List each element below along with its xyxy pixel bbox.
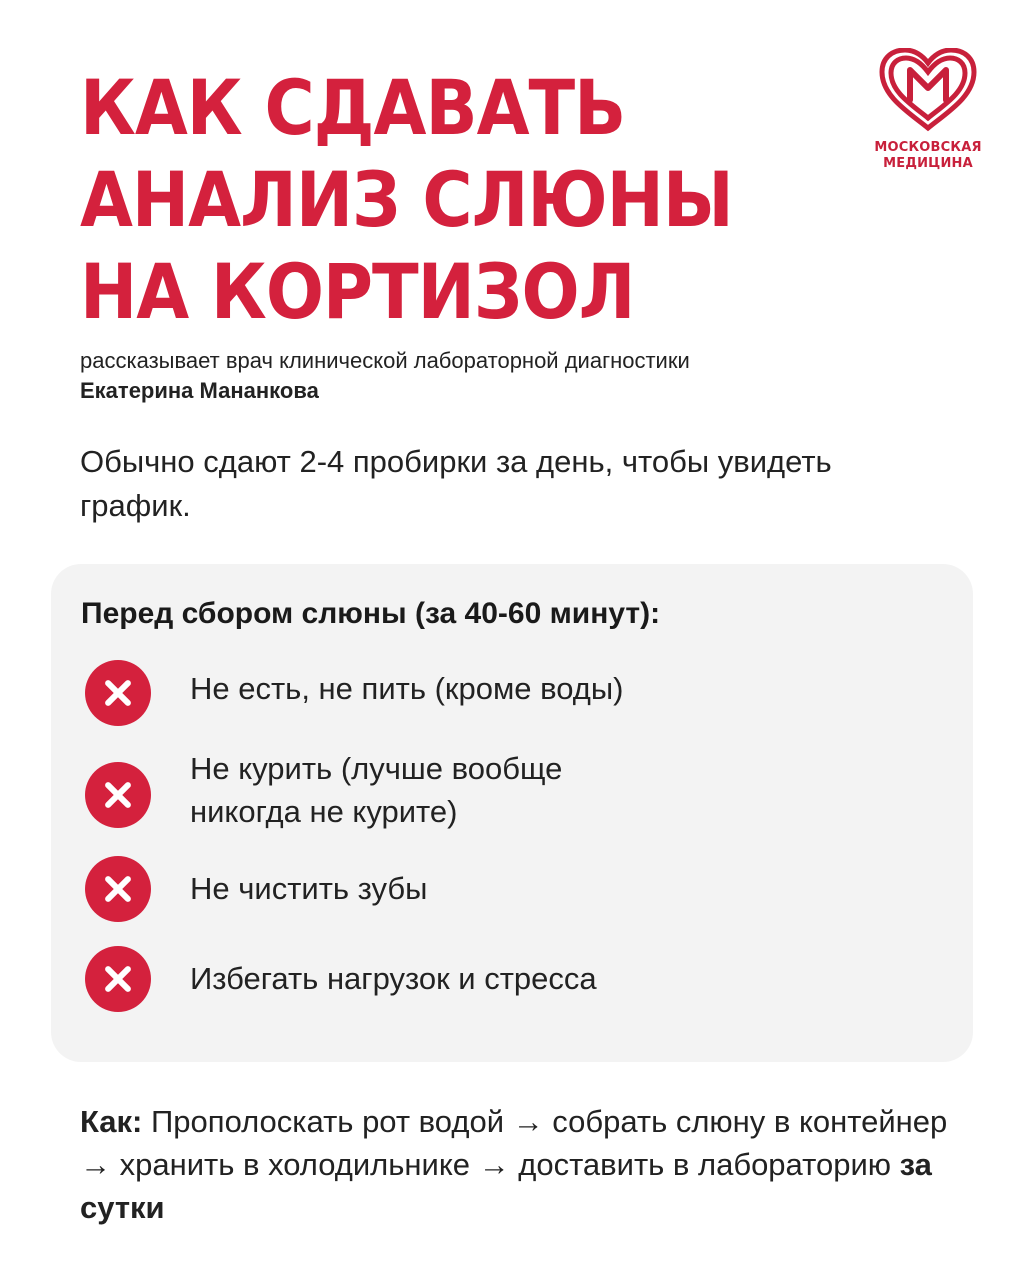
logo-text-line: МОСКОВСКАЯ (874, 140, 982, 155)
author-name: Екатерина Мананкова (80, 378, 319, 403)
logo-text-line: МЕДИЦИНА (883, 156, 973, 171)
list-item (85, 660, 945, 726)
how-to-deadline: за сутки (80, 1147, 932, 1225)
cross-circle-icon (85, 856, 151, 922)
byline (80, 346, 780, 406)
card-title: Перед сбором слюны (за 40-60 минут): (81, 597, 661, 630)
title-line: АНАЛИЗ СЛЮНЫ (80, 155, 733, 244)
how-to-steps: Прополоскать рот водой → собрать слюну в контейнер → хранить в холодильнике → доставить в лабораторию (80, 1104, 948, 1182)
cross-circle-icon (85, 762, 151, 828)
byline-prefix: рассказывает врач клинической лабораторной диагностики (80, 348, 690, 373)
page-title (80, 62, 800, 338)
list-item (85, 748, 945, 834)
list-item-text: Не есть, не пить (кроме воды) (190, 671, 624, 706)
list-item-text: Не чистить зубы (190, 871, 428, 906)
list-item (85, 946, 945, 1012)
list-item-text: Не курить (лучше вообще никогда не курите) (190, 751, 563, 829)
cross-circle-icon (85, 660, 151, 726)
list-item (85, 856, 945, 922)
list-item-text: Избегать нагрузок и стресса (190, 961, 597, 996)
heart-m-logo-icon (878, 48, 978, 132)
cross-circle-icon (85, 946, 151, 1012)
how-to-label: Как: (80, 1104, 143, 1139)
how-to-instructions (80, 1100, 960, 1229)
brand-logo (868, 48, 988, 172)
title-line: НА КОРТИЗОЛ (80, 247, 635, 336)
title-line: КАК СДАВАТЬ (80, 63, 626, 152)
intro-text: Обычно сдают 2-4 пробирки за день, чтобы увидеть график. (80, 444, 832, 523)
preparation-card (51, 564, 973, 1062)
